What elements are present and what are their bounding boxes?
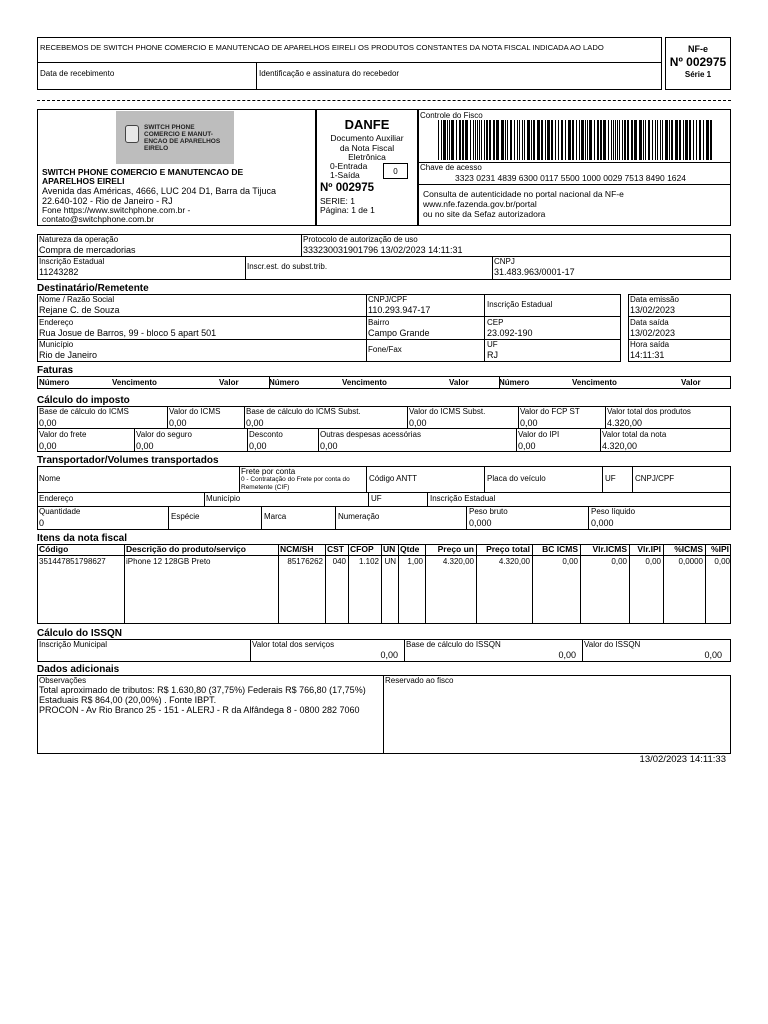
- item-cfop: 1.102: [358, 557, 379, 566]
- item-codigo: 351447851798627: [39, 557, 106, 566]
- hora-value: 14:11:31: [630, 350, 665, 360]
- emissao-value: 13/02/2023: [630, 305, 676, 315]
- cnpj-label: CNPJ: [494, 257, 515, 266]
- transp-uf-label: UF: [605, 474, 616, 483]
- issqn-servicos-label: Valor total dos serviços: [252, 640, 335, 649]
- dest-ie-label: Inscrição Estadual: [487, 300, 553, 309]
- fatura-header: Valor: [449, 378, 469, 387]
- imposto-value: 0,00: [39, 418, 57, 428]
- itens-table: [37, 544, 731, 624]
- dest-cpf: 110.293.947-17: [368, 305, 431, 315]
- peso-liquido-value: 0,000: [591, 518, 614, 528]
- quantidade-value: 0: [39, 518, 45, 528]
- transp-municipio-label: Município: [206, 494, 241, 503]
- item-cst: 040: [332, 557, 346, 566]
- frete-value: Remetente (CIF): [241, 484, 290, 491]
- imposto-label: Base de cálculo do ICMS Subst.: [246, 407, 361, 416]
- itens-header: Preço total: [486, 544, 530, 554]
- company-email: contato@switchphone.com.br: [42, 214, 155, 224]
- saida-value: 13/02/2023: [630, 328, 676, 338]
- issqn-title: Cálculo do ISSQN: [37, 628, 123, 639]
- itens-header: Vlr.ICMS: [592, 544, 627, 554]
- issqn-servicos: 0,00: [380, 650, 398, 660]
- fatura-header: Vencimento: [342, 378, 387, 387]
- dest-municipio-label: Município: [39, 340, 74, 349]
- dest-endereco: Rua Josue de Barros, 99 - bloco 5 apart 501: [39, 328, 217, 338]
- imposto-label: Valor do FCP ST: [520, 407, 580, 416]
- peso-bruto-label: Peso bruto: [469, 507, 508, 516]
- obs-line: PROCON - Av Rio Branco 25 - 151 - ALERJ - R da Alfândega 8 - 0800 282 7060: [39, 705, 360, 715]
- canhoto-serie: Série 1: [684, 70, 712, 79]
- imposto-value: 0,00: [409, 418, 427, 428]
- danfe-subtitle: Documento Auxiliar: [330, 133, 404, 143]
- item-preco-un: 4.320,00: [442, 557, 474, 566]
- receipt-text: RECEBEMOS DE SWITCH PHONE COMERCIO E MANUTENCAO DE APARELHOS EIRELI OS PRODUTOS CONSTANTES DA NOTA FISCAL INDICADA AO LADO: [40, 43, 604, 52]
- transp-cnpj-label: CNPJ/CPF: [635, 474, 675, 483]
- danfe-number: Nº 002975: [320, 182, 375, 194]
- canhoto-number: Nº 002975: [669, 55, 727, 69]
- saida-label: Data saída: [630, 318, 669, 327]
- consulta-line: Consulta de autenticidade no portal nacional da NF-e: [423, 189, 624, 199]
- logo-line: ENCAO DE APARELHOS: [144, 138, 221, 145]
- dest-cep-label: CEP: [487, 318, 504, 327]
- transp-nome-label: Nome: [39, 474, 61, 483]
- quantidade-label: Quantidade: [39, 507, 81, 516]
- itens-header: BC ICMS: [542, 544, 578, 554]
- dest-municipio: Rio de Janeiro: [39, 350, 98, 360]
- logo-line: COMERCIO E MANUT-: [144, 131, 213, 138]
- receiver-id-label: Identificação e assinatura do recebedor: [259, 69, 400, 78]
- nfe-label: NF-e: [688, 44, 708, 54]
- barcode: [438, 120, 716, 160]
- itens-header: %IPI: [711, 544, 729, 554]
- frete-value: 0 - Contratação do Frete por conta do: [241, 476, 350, 483]
- dest-fone-label: Fone/Fax: [368, 345, 402, 354]
- fatura-header: Vencimento: [572, 378, 617, 387]
- logo-line: SWITCH PHONE: [144, 124, 195, 131]
- itens-header: Descrição do produto/serviço: [126, 544, 246, 554]
- adicionais-title: Dados adicionais: [37, 664, 120, 675]
- emissao-label: Data emissão: [630, 295, 679, 304]
- consulta-line: www.nfe.fazenda.gov.br/portal: [423, 199, 537, 209]
- dest-uf: RJ: [487, 350, 498, 360]
- item-preco-total: 4.320,00: [498, 557, 530, 566]
- imposto-label: Valor do frete: [39, 430, 87, 439]
- imposto-value: 0,00: [518, 441, 536, 451]
- chave-label: Chave de acesso: [420, 163, 482, 172]
- issqn-valor-label: Valor do ISSQN: [584, 640, 641, 649]
- frete-label: Frete por conta: [241, 467, 296, 476]
- protocolo-label: Protocolo de autorização de uso: [303, 235, 418, 244]
- iest-label: Inscr.est. do subst.trib.: [247, 262, 328, 271]
- transp-ie-label: Inscrição Estadual: [430, 494, 496, 503]
- danfe-subtitle: Eletrônica: [348, 152, 386, 162]
- imposto-label: Desconto: [249, 430, 283, 439]
- fatura-header: Valor: [219, 378, 239, 387]
- itens-header: Qtde: [400, 544, 420, 554]
- dest-endereco-label: Endereço: [39, 318, 74, 327]
- issqn-valor: 0,00: [704, 650, 722, 660]
- fatura-header: Vencimento: [112, 378, 157, 387]
- especie-label: Espécie: [171, 512, 200, 521]
- item-pct-ipi: 0,00: [714, 557, 730, 566]
- entrada-label: 0-Entrada: [330, 161, 368, 171]
- danfe-subtitle: da Nota Fiscal: [339, 143, 395, 153]
- company-logo: [116, 111, 234, 164]
- item-descricao: iPhone 12 128GB Preto: [126, 557, 211, 566]
- company-address: Avenida das Américas, 4666, LUC 204 D1, Barra da Tijuca: [42, 186, 276, 196]
- saida-label: 1-Saída: [330, 170, 360, 180]
- itens-header: Vlr.IPI: [637, 544, 661, 554]
- fatura-header: Valor: [681, 378, 701, 387]
- issqn-im-label: Inscrição Municipal: [39, 640, 108, 649]
- cnpj-value: 31.483.963/0001-17: [494, 267, 575, 277]
- imposto-value: 4.320,00: [602, 441, 638, 451]
- item-vlr-icms: 0,00: [611, 557, 627, 566]
- fatura-header: Número: [499, 378, 530, 387]
- dest-bairro-label: Bairro: [368, 318, 390, 327]
- destinatario-title: Destinatário/Remetente: [37, 283, 149, 294]
- imposto-value: 0,00: [320, 441, 338, 451]
- obs-line: Total aproximado de tributos: R$ 1.630,80 (37,75%) Federais R$ 766,80 (17,75%): [39, 685, 366, 695]
- itens-header: UN: [383, 544, 396, 554]
- chave-acesso: 3323 0231 4839 6300 0117 5500 1000 0029 7513 8490 1624: [455, 173, 686, 183]
- transp-endereco-label: Endereço: [39, 494, 74, 503]
- item-un: UN: [384, 557, 396, 566]
- imposto-label: Valor do ICMS Subst.: [409, 407, 486, 416]
- cut-line: [37, 100, 731, 101]
- obs-line: Estaduais R$ 864,00 (20,00%) . Fonte IBPT.: [39, 695, 217, 705]
- logo-line: EIRELO: [144, 145, 169, 152]
- imposto-value: 0,00: [136, 441, 154, 451]
- imposto-value: 0,00: [249, 441, 267, 451]
- imposto-title: Cálculo do imposto: [37, 395, 130, 406]
- hora-label: Hora saída: [630, 340, 670, 349]
- peso-bruto-value: 0,000: [469, 518, 492, 528]
- imposto-label: Outras despesas acessórias: [320, 430, 421, 439]
- itens-title: Itens da nota fiscal: [37, 533, 128, 544]
- obs-label: Observações: [39, 676, 87, 685]
- danfe-title: DANFE: [344, 117, 390, 132]
- peso-liquido-label: Peso líquido: [591, 507, 636, 516]
- transportador-title: Transportador/Volumes transportados: [37, 455, 219, 466]
- imposto-label: Valor do IPI: [518, 430, 560, 439]
- danfe-pagina: Página: 1 de 1: [320, 205, 375, 215]
- fatura-header: Número: [269, 378, 300, 387]
- numeracao-label: Numeração: [338, 512, 380, 521]
- dest-nome: Rejane C. de Souza: [39, 305, 120, 315]
- danfe-serie: SERIE: 1: [320, 196, 355, 206]
- dest-cpf-label: CNPJ/CPF: [368, 295, 408, 304]
- imposto-label: Valor do ICMS: [169, 407, 221, 416]
- dest-bairro: Campo Grande: [368, 328, 430, 338]
- itens-header: CST: [327, 544, 344, 554]
- imposto-label: Valor do seguro: [136, 430, 192, 439]
- company-city: 22.640-102 - Rio de Janeiro - RJ: [42, 196, 173, 206]
- imposto-label: Valor total dos produtos: [607, 407, 691, 416]
- placa-label: Placa do veículo: [487, 474, 546, 483]
- item-bc-icms: 0,00: [562, 557, 578, 566]
- itens-header: %ICMS: [674, 544, 703, 554]
- item-vlr-ipi: 0,00: [645, 557, 661, 566]
- print-timestamp: 13/02/2023 14:11:33: [639, 754, 726, 765]
- item-pct-icms: 0,0000: [678, 557, 703, 566]
- tipo-value: 0: [393, 167, 398, 176]
- controle-fisco-label: Controle do Fisco: [420, 111, 483, 120]
- consulta-line: ou no site da Sefaz autorizadora: [423, 209, 546, 219]
- issqn-base-label: Base de cálculo do ISSQN: [406, 640, 501, 649]
- dest-nome-label: Nome / Razão Social: [39, 295, 115, 304]
- faturas-title: Faturas: [37, 365, 74, 376]
- antt-label: Código ANTT: [369, 474, 418, 483]
- imposto-value: 0,00: [39, 441, 57, 451]
- item-qtde: 1,00: [407, 557, 423, 566]
- imposto-value: 0,00: [520, 418, 538, 428]
- item-ncm: 85176262: [287, 557, 323, 566]
- fatura-header: Número: [39, 378, 70, 387]
- company-name-2: APARELHOS EIRELI: [42, 176, 125, 186]
- itens-header: Código: [39, 544, 69, 554]
- dest-uf-label: UF: [487, 340, 498, 349]
- itens-header: NCM/SH: [280, 544, 314, 554]
- natureza-label: Natureza da operação: [39, 235, 119, 244]
- imposto-label: Base de cálculo do ICMS: [39, 407, 129, 416]
- imposto-value: 0,00: [246, 418, 264, 428]
- imposto-label: Valor total da nota: [602, 430, 667, 439]
- transp-uf2-label: UF: [371, 494, 382, 503]
- date-received-label: Data de recebimento: [40, 69, 115, 78]
- natureza-value: Compra de mercadorias: [39, 245, 136, 255]
- phone-icon: [125, 125, 139, 143]
- issqn-base: 0,00: [558, 650, 576, 660]
- protocolo-value: 333230031901796 13/02/2023 14:11:31: [303, 245, 463, 255]
- imposto-value: 4.320,00: [607, 418, 643, 428]
- ie-value: 11243282: [39, 267, 79, 277]
- company-phone: Fone https://www.switchphone.com.br -: [42, 205, 191, 215]
- ie-label: Inscrição Estadual: [39, 257, 105, 266]
- itens-header: Preço un: [437, 544, 474, 554]
- dest-cep: 23.092-190: [487, 328, 533, 338]
- imposto-value: 0,00: [169, 418, 187, 428]
- marca-label: Marca: [264, 512, 287, 521]
- reservado-fisco-label: Reservado ao fisco: [385, 676, 454, 685]
- company-name: SWITCH PHONE COMERCIO E MANUTENCAO DE: [42, 167, 244, 177]
- itens-header: CFOP: [350, 544, 374, 554]
